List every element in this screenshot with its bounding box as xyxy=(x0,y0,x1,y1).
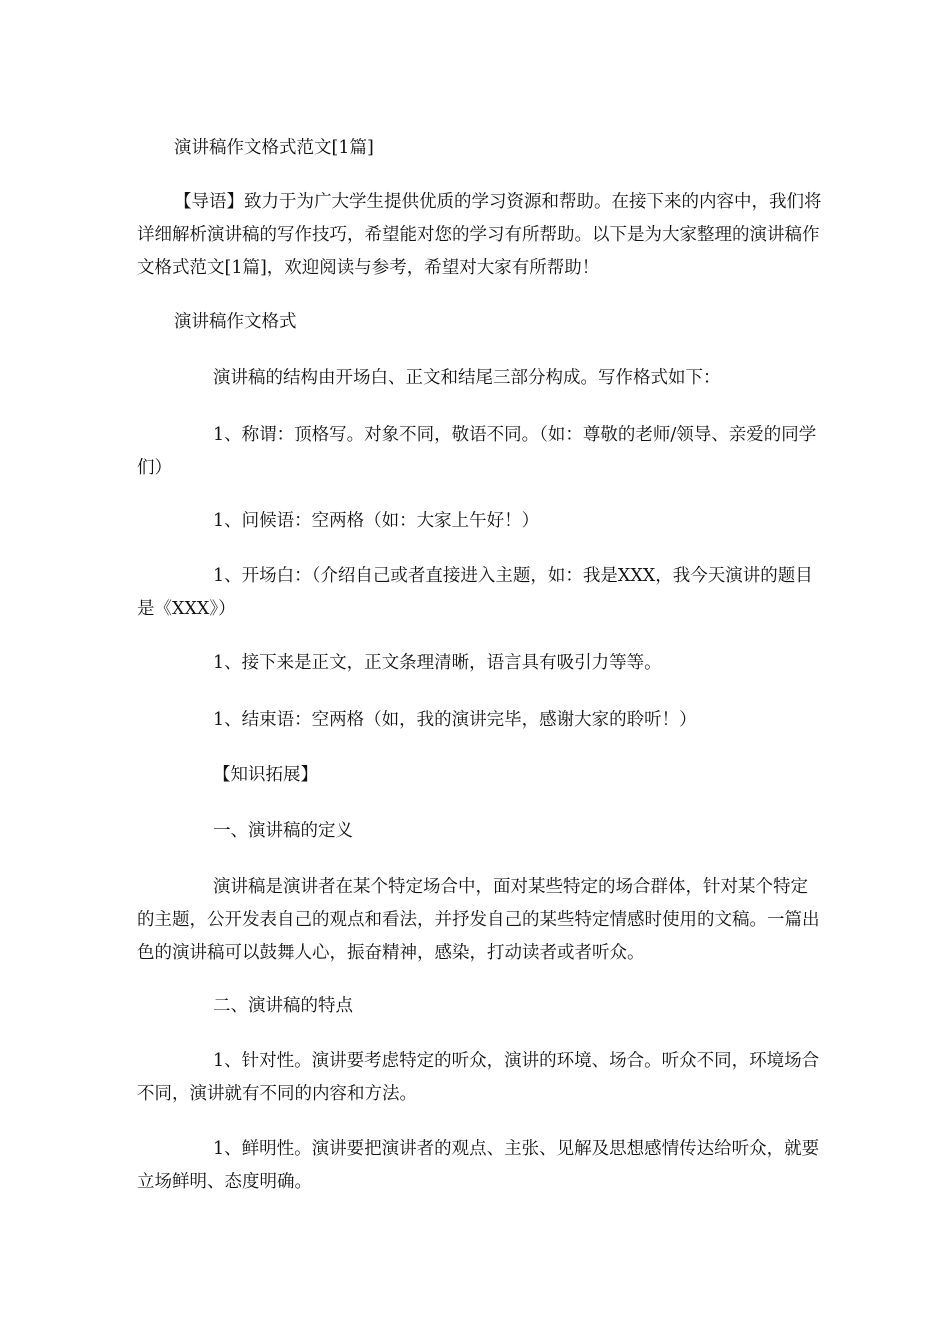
format-item-opening: 1、开场白：（介绍自己或者直接进入主题，如：我是XXX，我今天演讲的题目是《XXX》） xyxy=(137,566,813,619)
format-item-greeting: 1、问候语：空两格（如：大家上午好！） xyxy=(213,511,540,531)
feature-item-distinct: 1、鲜明性。演讲要把演讲者的观点、主张、见解及思想感情传达给听众，就要立场鲜明、态度明确。 xyxy=(137,1139,820,1192)
document-title: 演讲稿作文格式范文[1篇] xyxy=(174,138,374,158)
structure-intro: 演讲稿的结构由开场白、正文和结尾三部分构成。写作格式如下： xyxy=(213,368,721,388)
format-item-salutation: 1、称谓：顶格写。对象不同，敬语不同。（如：尊敬的老师/领导、亲爱的同学们） xyxy=(137,425,817,478)
format-item-body: 1、接下来是正文，正文条理清晰，语言具有吸引力等等。 xyxy=(213,653,662,673)
knowledge-heading: 【知识拓展】 xyxy=(213,765,318,785)
features-heading: 二、演讲稿的特点 xyxy=(213,996,353,1016)
definition-heading: 一、演讲稿的定义 xyxy=(213,821,353,841)
format-item-closing: 1、结束语：空两格（如，我的演讲完毕，感谢大家的聆听！） xyxy=(213,710,697,730)
feature-item-targeted: 1、针对性。演讲要考虑特定的听众，演讲的环境、场合。听众不同，环境场合不同，演讲就有不同的内容和方法。 xyxy=(137,1051,820,1104)
section-heading: 演讲稿作文格式 xyxy=(174,312,297,332)
definition-paragraph: 演讲稿是演讲者在某个特定场合中，面对某些特定的场合群体，针对某个特定的主题，公开发表自己的观点和看法，并抒发自己的某些特定情感时使用的文稿。一篇出色的演讲稿可以鼓舞人心，振奋精神，感染，打动读者或者听众。 xyxy=(137,877,820,963)
intro-paragraph: 【导语】致力于为广大学生提供优质的学习资源和帮助。在接下来的内容中，我们将详细解析演讲稿的写作技巧，希望能对您的学习有所帮助。以下是为大家整理的演讲稿作文格式范文[1篇]，欢迎阅读与参考，希望对大家有所帮助！ xyxy=(137,192,822,278)
